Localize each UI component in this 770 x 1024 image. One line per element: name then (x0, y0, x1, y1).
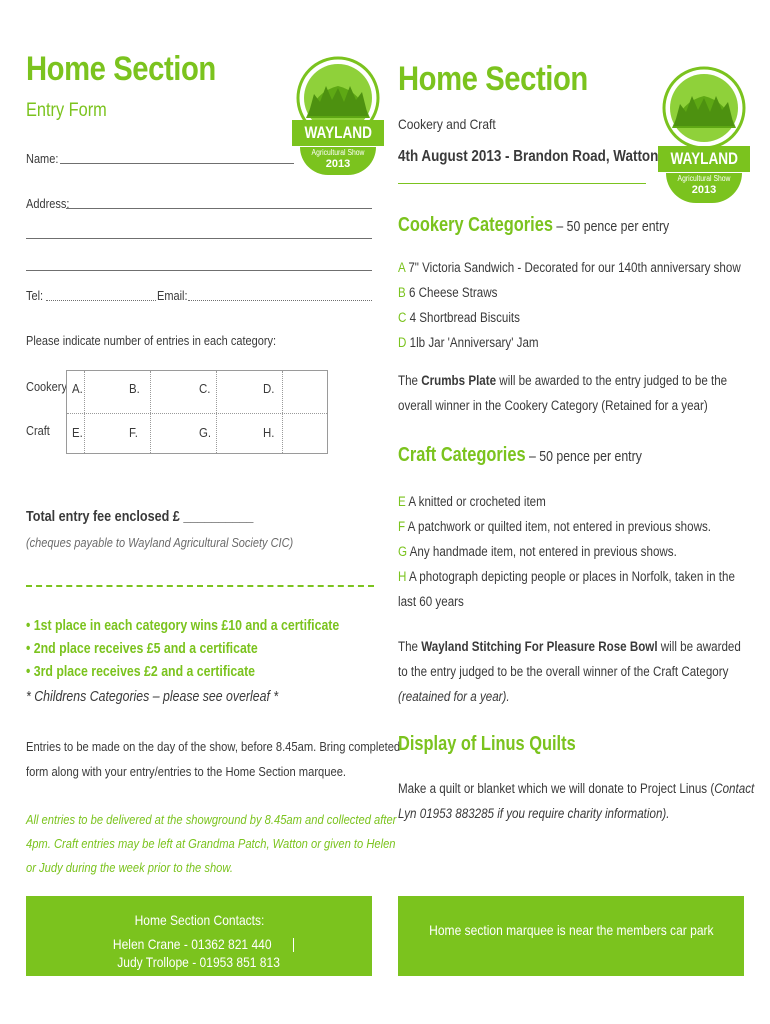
item-text: 1lb Jar 'Anniversary' Jam (406, 335, 539, 350)
delivery-text-line-3: or Judy during the week prior to the show. (26, 860, 233, 875)
right-title: Home Section (398, 60, 588, 98)
craft-heading (398, 444, 642, 467)
grid-cell-h[interactable]: H. (263, 425, 275, 440)
cookery-item-b (398, 280, 497, 305)
cookery-price: – 50 pence per entry (552, 218, 670, 235)
craft-price: – 50 pence per entry (525, 448, 642, 465)
address-field-line-3[interactable] (26, 270, 372, 271)
grid-col-line (150, 371, 151, 453)
grid-cell-g[interactable]: G. (199, 425, 212, 440)
address-field-line-1[interactable] (66, 208, 372, 209)
section-divider (26, 585, 374, 587)
item-text: A knitted or crocheted item (405, 494, 546, 509)
craft-trophy-line-3: (reatained for a year). (398, 689, 510, 704)
grid-col-line (84, 371, 85, 453)
prize-first: • 1st place in each category wins £10 and a certificate (26, 618, 340, 634)
contact-helen: Helen Crane - 01362 821 440 (112, 936, 272, 952)
contacts-title: Home Section Contacts: (134, 912, 264, 928)
cookery-item-a (398, 255, 741, 280)
cookery-item-d (398, 330, 539, 355)
item-text: A patchwork or quilted item, not entered in previous shows. (405, 519, 711, 534)
grid-col-line (216, 371, 217, 453)
rose-bowl-name: Wayland Stitching For Pleasure Rose Bowl (421, 639, 658, 654)
logo-name-band (292, 120, 384, 146)
logo-name-band (658, 146, 750, 172)
cookery-heading-text: Cookery Categories (398, 214, 553, 236)
contacts-separator (293, 938, 294, 952)
email-field[interactable] (188, 300, 372, 301)
grid-cell-c[interactable]: C. (199, 381, 211, 396)
item-text: 6 Cheese Straws (405, 285, 498, 300)
craft-heading-text: Craft Categories (398, 444, 526, 466)
entries-instruction: Please indicate number of entries in each category: (26, 334, 277, 348)
contact-judy: Judy Trollope - 01953 851 813 (117, 954, 281, 970)
grid-cell-a[interactable]: A. (72, 381, 83, 396)
item-letter: B (398, 285, 406, 300)
tel-label: Tel: (26, 289, 44, 303)
trophy-pre: The (398, 639, 422, 654)
logo-name: WAYLAND (304, 123, 372, 142)
item-letter: H (398, 569, 407, 584)
right-subtitle: Cookery and Craft (398, 116, 496, 132)
logo-tagline: Agricultural Show (311, 148, 365, 157)
cookery-trophy-line-2: overall winner in the Cookery Category (Retained for a year) (398, 398, 708, 413)
grid-cell-f[interactable]: F. (129, 425, 138, 440)
craft-trophy-line-1 (398, 634, 741, 659)
linus-heading: Display of Linus Quilts (398, 733, 576, 755)
item-text: 7" Victoria Sandwich - Decorated for our 140th anniversary show (405, 260, 741, 275)
item-letter: C (398, 310, 407, 325)
crumbs-plate-name: Crumbs Plate (421, 373, 497, 388)
trophy-post: will be awarded to the entry judged to be the (496, 373, 728, 388)
marquee-banner (398, 896, 744, 976)
marquee-banner-text: Home section marquee is near the members car park (428, 922, 714, 938)
prize-second: • 2nd place receives £5 and a certificate (26, 641, 258, 657)
craft-item-h-line-2: last 60 years (398, 594, 464, 609)
trophy-pre: The (398, 373, 422, 388)
logo-tagline-band (666, 173, 742, 203)
item-text: Any handmade item, not entered in previous shows. (407, 544, 677, 559)
craft-item-h (398, 564, 735, 589)
email-label: Email: (157, 289, 188, 303)
craft-item-g (398, 539, 677, 564)
prize-third: • 3rd place receives £2 and a certificate (26, 664, 256, 680)
page-subtitle: Entry Form (26, 100, 107, 121)
linus-text-line-2: Lyn 01953 883285 if you require charity information). (398, 806, 670, 821)
craft-item-e (398, 489, 546, 514)
trophy-post: will be awarded (657, 639, 741, 654)
date-underline (398, 183, 646, 184)
linus-text-pre: Make a quilt or blanket which we will donate to Project Linus ( (398, 781, 715, 796)
logo-year: 2013 (691, 184, 717, 196)
contacts-banner (26, 896, 372, 976)
item-letter: E (398, 494, 406, 509)
tel-field[interactable] (46, 300, 156, 301)
address-label: Address: (26, 197, 70, 211)
linus-text-line-1 (398, 776, 754, 801)
childrens-note: * Childrens Categories – please see overleaf * (26, 689, 279, 705)
logo-graphic (662, 66, 746, 150)
total-fee-field[interactable]: Total entry fee enclosed £ __________ (26, 508, 254, 525)
name-label: Name: (26, 152, 59, 166)
cheque-note: (cheques payable to Wayland Agricultural Society CIC) (26, 536, 294, 550)
event-date-location: 4th August 2013 - Brandon Road, Watton (398, 148, 659, 165)
address-field-line-2[interactable] (26, 238, 372, 239)
item-text: A photograph depicting people or places in Norfolk, taken in the (406, 569, 735, 584)
wayland-logo-right (662, 66, 746, 150)
item-letter: A (398, 260, 406, 275)
craft-item-f (398, 514, 711, 539)
name-field[interactable] (60, 163, 294, 164)
cookery-item-c (398, 305, 520, 330)
logo-name: WAYLAND (670, 149, 738, 168)
grid-divider (67, 413, 327, 414)
grid-cell-d[interactable]: D. (263, 381, 275, 396)
entries-text-line-1: Entries to be made on the day of the show, before 8.45am. Bring completed (26, 739, 401, 754)
craft-trophy-line-2: to the entry judged to be the overall winner of the Craft Category (398, 664, 729, 679)
grid-row-label-craft: Craft (26, 424, 50, 438)
linus-text-contact: Contact (714, 781, 755, 796)
logo-year: 2013 (325, 158, 351, 170)
entries-grid (66, 370, 328, 454)
delivery-text-line-1: All entries to be delivered at the showground by 8.45am and collected after (26, 812, 397, 827)
cookery-heading (398, 214, 669, 237)
grid-col-line (282, 371, 283, 453)
cookery-trophy-line-1 (398, 368, 727, 393)
item-letter: G (398, 544, 408, 559)
grid-cell-e[interactable]: E. (72, 425, 83, 440)
item-text: 4 Shortbread Biscuits (406, 310, 520, 325)
item-letter: D (398, 335, 407, 350)
page-title: Home Section (26, 50, 216, 88)
item-letter: F (398, 519, 406, 534)
logo-tagline: Agricultural Show (677, 174, 731, 183)
entries-text-line-2: form along with your entry/entries to the Home Section marquee. (26, 764, 347, 779)
delivery-text-line-2: 4pm. Craft entries may be left at Grandma Patch, Watton or given to Helen (26, 836, 396, 851)
grid-cell-b[interactable]: B. (129, 381, 140, 396)
grid-row-label-cookery: Cookery (26, 380, 67, 394)
